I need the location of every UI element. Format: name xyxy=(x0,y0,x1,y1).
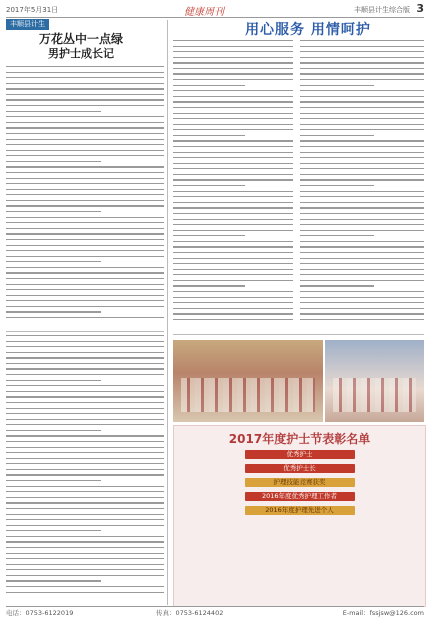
text-line xyxy=(6,586,164,587)
text-line xyxy=(6,569,164,570)
text-line xyxy=(300,235,374,236)
text-line xyxy=(6,385,164,386)
text-line xyxy=(6,463,164,464)
text-line xyxy=(173,140,293,141)
text-line xyxy=(173,174,293,175)
left-section-divider xyxy=(6,331,164,332)
text-line xyxy=(6,194,164,195)
text-line xyxy=(6,222,164,223)
text-line xyxy=(6,211,101,212)
text-line xyxy=(6,250,164,251)
text-line xyxy=(173,313,293,314)
text-line xyxy=(6,94,164,95)
center-article-body-col2 xyxy=(300,40,424,330)
text-line xyxy=(300,146,424,147)
text-line xyxy=(6,127,164,128)
page-number: 3 xyxy=(416,2,424,15)
text-line xyxy=(6,278,164,279)
text-line xyxy=(300,57,424,58)
text-line xyxy=(6,541,164,542)
column-divider xyxy=(167,20,168,605)
text-line xyxy=(173,258,293,259)
text-line xyxy=(300,263,424,264)
text-line xyxy=(6,424,164,425)
text-line xyxy=(6,66,164,67)
awards-list-panel xyxy=(173,425,426,607)
text-line xyxy=(6,486,164,487)
text-line xyxy=(6,317,164,318)
text-line xyxy=(300,302,424,303)
text-line xyxy=(173,118,293,119)
text-line xyxy=(173,191,293,192)
text-line xyxy=(6,161,101,162)
text-line xyxy=(300,258,424,259)
text-line xyxy=(300,319,424,320)
text-line xyxy=(300,157,424,158)
text-line xyxy=(300,285,374,286)
text-line xyxy=(173,252,293,253)
text-line xyxy=(6,228,164,229)
text-line xyxy=(173,157,293,158)
text-line xyxy=(6,553,164,554)
text-line xyxy=(6,402,164,403)
text-line xyxy=(6,306,164,307)
text-line xyxy=(300,297,424,298)
text-line xyxy=(300,124,424,125)
award-band-3: 护理技能竞赛获奖 xyxy=(245,478,355,487)
text-line xyxy=(173,163,293,164)
text-line xyxy=(6,116,164,117)
text-line xyxy=(6,564,164,565)
text-line xyxy=(173,196,293,197)
text-line xyxy=(6,380,101,381)
text-line xyxy=(173,241,293,242)
text-line xyxy=(173,129,293,130)
text-line xyxy=(6,547,164,548)
text-line xyxy=(173,124,293,125)
text-line xyxy=(173,280,293,281)
text-line xyxy=(6,530,101,531)
text-line xyxy=(300,51,424,52)
text-line xyxy=(6,77,164,78)
text-line xyxy=(300,252,424,253)
text-line xyxy=(173,135,245,136)
text-line xyxy=(173,224,293,225)
text-line xyxy=(6,111,101,112)
text-line xyxy=(6,245,164,246)
text-line xyxy=(173,96,293,97)
text-line xyxy=(173,152,293,153)
text-line xyxy=(6,346,164,347)
awards-title: 2017年度护士节表彰名单 xyxy=(228,432,371,446)
text-line xyxy=(173,85,245,86)
text-line xyxy=(6,469,164,470)
edition-label: 丰顺县计生综合版 xyxy=(354,6,410,14)
text-line xyxy=(6,155,164,156)
text-line xyxy=(300,207,424,208)
text-line xyxy=(6,172,164,173)
text-line xyxy=(173,235,245,236)
section-tag: 丰顺县计生 xyxy=(6,19,49,30)
text-line xyxy=(300,40,424,41)
text-line xyxy=(6,525,164,526)
text-line xyxy=(173,319,293,320)
text-line xyxy=(173,274,293,275)
text-line xyxy=(300,96,424,97)
issue-date: 2017年5月31日 xyxy=(6,6,59,14)
text-line xyxy=(173,168,293,169)
text-line xyxy=(300,163,424,164)
left-article-title: 万花丛中一点绿 xyxy=(38,32,123,46)
text-line xyxy=(173,308,293,309)
text-line xyxy=(6,519,164,520)
text-line xyxy=(6,217,164,218)
text-line xyxy=(300,241,424,242)
award-band-1: 优秀护士 xyxy=(245,450,355,459)
page-footer xyxy=(6,606,424,617)
text-line xyxy=(173,185,245,186)
text-line xyxy=(173,230,293,231)
text-line xyxy=(6,83,164,84)
text-line xyxy=(173,302,293,303)
text-line xyxy=(6,352,164,353)
text-line xyxy=(6,374,164,375)
footer-fax: 传真：0753-6124402 xyxy=(156,609,224,617)
text-line xyxy=(6,441,164,442)
award-band-2: 优秀护士长 xyxy=(245,464,355,473)
text-line xyxy=(6,363,164,364)
text-line xyxy=(173,107,293,108)
text-line xyxy=(173,51,293,52)
text-line xyxy=(173,219,293,220)
text-line xyxy=(300,224,424,225)
text-line xyxy=(6,284,164,285)
text-line xyxy=(6,480,101,481)
text-line xyxy=(173,113,293,114)
text-line xyxy=(6,452,164,453)
text-line xyxy=(173,269,293,270)
text-line xyxy=(300,280,424,281)
text-line xyxy=(300,101,424,102)
text-line xyxy=(6,435,164,436)
text-line xyxy=(6,200,164,201)
text-line xyxy=(6,239,164,240)
text-line xyxy=(173,40,293,41)
text-line xyxy=(6,267,164,268)
text-line xyxy=(173,291,293,292)
text-line xyxy=(6,491,164,492)
text-line xyxy=(173,263,293,264)
text-line xyxy=(6,295,164,296)
text-line xyxy=(173,62,293,63)
text-line xyxy=(6,447,164,448)
text-line xyxy=(6,413,164,414)
footer-email: E-mail：fssjsw@126.com xyxy=(342,609,424,617)
text-line xyxy=(300,73,424,74)
text-line xyxy=(300,291,424,292)
text-line xyxy=(173,213,293,214)
text-line xyxy=(173,46,293,47)
text-line xyxy=(300,68,424,69)
award-band-4: 2016年度优秀护理工作者 xyxy=(245,492,355,501)
text-line xyxy=(6,261,101,262)
text-line xyxy=(6,144,164,145)
text-line xyxy=(300,269,424,270)
text-line xyxy=(6,396,164,397)
text-line xyxy=(300,85,374,86)
text-line xyxy=(6,189,164,190)
text-line xyxy=(6,592,164,593)
text-line xyxy=(6,311,101,312)
text-line xyxy=(173,90,293,91)
text-line xyxy=(300,107,424,108)
text-line xyxy=(300,46,424,47)
text-line xyxy=(300,274,424,275)
text-line xyxy=(6,150,164,151)
text-line xyxy=(6,335,164,336)
text-line xyxy=(6,105,164,106)
text-line xyxy=(6,133,164,134)
text-line xyxy=(6,458,164,459)
text-line xyxy=(6,419,164,420)
text-line xyxy=(300,213,424,214)
center-article-title: 用心服务 用情呵护 xyxy=(245,22,371,38)
text-line xyxy=(300,196,424,197)
text-line xyxy=(6,558,164,559)
text-line xyxy=(300,113,424,114)
left-article-subtitle: 男护士成长记 xyxy=(48,47,114,60)
text-line xyxy=(6,122,164,123)
text-line xyxy=(6,256,164,257)
text-line xyxy=(300,174,424,175)
text-line xyxy=(6,502,164,503)
text-line xyxy=(300,246,424,247)
text-line xyxy=(6,72,164,73)
text-line xyxy=(173,146,293,147)
text-line xyxy=(300,308,424,309)
text-line xyxy=(300,202,424,203)
text-line xyxy=(6,289,164,290)
text-line xyxy=(6,357,164,358)
text-line xyxy=(300,230,424,231)
text-line xyxy=(300,62,424,63)
center-article-body-col1 xyxy=(173,40,293,330)
text-line xyxy=(6,391,164,392)
text-line xyxy=(6,272,164,273)
page-header xyxy=(6,3,424,18)
text-line xyxy=(6,205,164,206)
text-line xyxy=(300,135,374,136)
text-line xyxy=(6,508,164,509)
left-article-body-top xyxy=(6,66,164,328)
text-line xyxy=(173,101,293,102)
text-line xyxy=(6,99,164,100)
text-line xyxy=(6,178,164,179)
text-line xyxy=(173,285,245,286)
text-line xyxy=(300,90,424,91)
text-line xyxy=(173,68,293,69)
text-line xyxy=(6,430,101,431)
text-line xyxy=(6,514,164,515)
text-line xyxy=(300,191,424,192)
text-line xyxy=(6,408,164,409)
text-line xyxy=(6,580,101,581)
text-line xyxy=(173,246,293,247)
text-line xyxy=(6,575,164,576)
text-line xyxy=(300,179,424,180)
text-line xyxy=(6,341,164,342)
text-line xyxy=(6,139,164,140)
text-line xyxy=(173,79,293,80)
text-line xyxy=(300,219,424,220)
text-line xyxy=(173,179,293,180)
text-line xyxy=(300,313,424,314)
text-line xyxy=(300,118,424,119)
text-line xyxy=(300,140,424,141)
text-line xyxy=(300,185,374,186)
masthead-title: 健康周刊 xyxy=(184,7,224,18)
text-line xyxy=(6,166,164,167)
text-line xyxy=(300,79,424,80)
footer-phone: 电话：0753-6122019 xyxy=(6,609,74,617)
text-line xyxy=(173,57,293,58)
text-line xyxy=(300,152,424,153)
text-line xyxy=(6,536,164,537)
text-line xyxy=(6,474,164,475)
text-line xyxy=(6,183,164,184)
text-line xyxy=(6,300,164,301)
award-ceremony-photo xyxy=(325,340,424,422)
left-article-body-bottom xyxy=(6,335,164,603)
text-line xyxy=(6,88,164,89)
text-line xyxy=(173,73,293,74)
group-photo xyxy=(173,340,323,422)
section-divider xyxy=(173,334,424,335)
text-line xyxy=(300,129,424,130)
text-line xyxy=(6,368,164,369)
award-band-5: 2016年度护理先进个人 xyxy=(245,506,355,515)
left-article-heading xyxy=(6,32,156,61)
text-line xyxy=(6,233,164,234)
text-line xyxy=(173,297,293,298)
text-line xyxy=(173,202,293,203)
text-line xyxy=(173,207,293,208)
text-line xyxy=(6,497,164,498)
text-line xyxy=(300,168,424,169)
